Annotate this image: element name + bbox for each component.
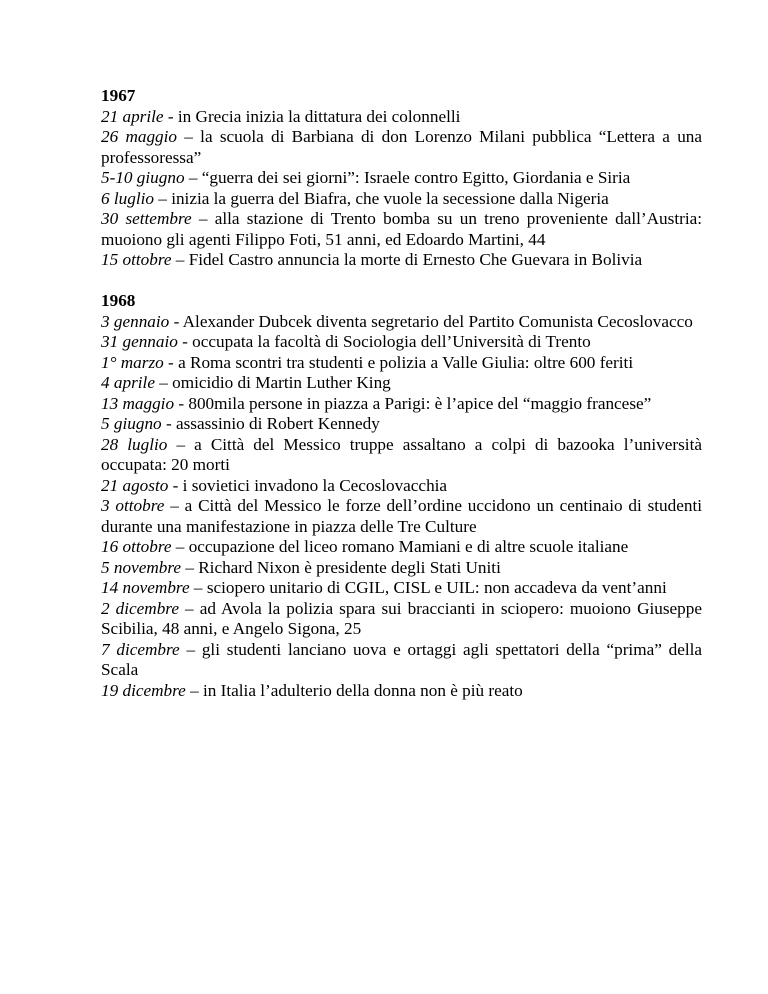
- entry-text: – ad Avola la polizia spara sui braccianti in sciopero: muoiono Giuseppe Scibilia, 48 anni, e Angelo Sigona, 25: [101, 598, 703, 638]
- entry-text: – sciopero unitario di CGIL, CISL e UIL: non accadeva da vent’anni: [189, 578, 667, 597]
- timeline-entry: [101, 332, 702, 353]
- entry-text: – a Città del Messico le forze dell’ordine uccidono un centinaio di studenti durante una manifestazione in piazza delle Tre Culture: [101, 496, 702, 536]
- entry-date: 6 luglio: [101, 188, 154, 208]
- timeline-entry: [101, 189, 702, 210]
- timeline-entry: [101, 681, 702, 702]
- timeline-entry: [101, 599, 702, 640]
- entry-date: 5 novembre: [101, 557, 182, 577]
- entry-text: – Richard Nixon è presidente degli Stati Uniti: [181, 557, 501, 577]
- entry-text: - 800mila persone in piazza a Parigi: è l’apice del “maggio francese”: [174, 393, 652, 413]
- entry-text: - Alexander Dubcek diventa segretario del Partito Comunista Cecoslovacco: [169, 311, 693, 331]
- entry-text: – inizia la guerra del Biafra, che vuole la secessione dalla Nigeria: [154, 188, 609, 208]
- entry-date: 13 maggio: [101, 393, 175, 413]
- entry-date: 16 ottobre: [101, 537, 172, 556]
- timeline-entry: [101, 373, 702, 394]
- entry-date: 30 settembre: [101, 209, 192, 228]
- entry-text: – Fidel Castro annuncia la morte di Ernesto Che Guevara in Bolivia: [171, 250, 643, 269]
- timeline-entry: [101, 107, 702, 128]
- timeline-entry: [101, 312, 702, 333]
- timeline-entry: [101, 435, 702, 476]
- entry-text: – a Città del Messico truppe assaltano a colpi di bazooka l’università occupata: 20 morti: [101, 434, 702, 474]
- year-heading: 1967: [101, 86, 136, 105]
- entry-date: 1° marzo: [101, 352, 164, 372]
- timeline-entry: [101, 537, 702, 558]
- entry-date: 19 dicembre: [101, 680, 186, 700]
- timeline-entry: [101, 168, 702, 189]
- entry-text: – gli studenti lanciano uova e ortaggi agli spettatori della “prima” della Scala: [101, 639, 703, 679]
- year-section: [101, 86, 702, 271]
- entry-date: 26 maggio: [101, 127, 178, 146]
- entry-date: 21 aprile: [101, 106, 164, 126]
- entry-date: 5-10 giugno: [101, 168, 185, 187]
- entry-date: 14 novembre: [101, 578, 190, 597]
- timeline-entry: [101, 558, 702, 579]
- entry-date: 21 agosto: [101, 475, 169, 495]
- timeline: [101, 86, 702, 701]
- year-heading: 1968: [101, 291, 136, 310]
- timeline-entry: [101, 209, 702, 250]
- timeline-entry: [101, 394, 702, 415]
- timeline-entry: [101, 640, 702, 681]
- entry-date: 3 ottobre: [101, 496, 165, 515]
- entry-text: – alla stazione di Trento bomba su un treno proveniente dall’Austria: muoiono gli agenti Filippo Foti, 51 anni, ed Edoardo Martini, 44: [101, 209, 703, 249]
- entry-date: 2 dicembre: [101, 598, 179, 618]
- entry-date: 28 luglio: [101, 434, 168, 454]
- entry-text: – “guerra dei sei giorni”: Israele contro Egitto, Giordania e Siria: [184, 168, 631, 187]
- entry-text: – in Italia l’adulterio della donna non è più reato: [185, 680, 523, 700]
- timeline-entry: [101, 250, 702, 271]
- entry-text: - in Grecia inizia la dittatura dei colonnelli: [163, 106, 461, 126]
- timeline-entry: [101, 476, 702, 497]
- entry-text: – occupazione del liceo romano Mamiani e di altre scuole italiane: [171, 537, 629, 556]
- entry-date: 3 gennaio: [101, 311, 170, 331]
- entry-text: - assassinio di Robert Kennedy: [161, 414, 380, 433]
- entry-text: - occupata la facoltà di Sociologia dell’Università di Trento: [177, 332, 591, 351]
- entry-text: - i sovietici invadono la Cecoslovacchia: [168, 475, 448, 495]
- entry-text: – omicidio di Martin Luther King: [154, 373, 391, 392]
- entry-text: – la scuola di Barbiana di don Lorenzo Milani pubblica “Lettera a una professoressa”: [101, 127, 703, 167]
- entry-date: 31 gennaio: [101, 332, 178, 351]
- entry-date: 15 ottobre: [101, 250, 172, 269]
- timeline-entry: [101, 496, 702, 537]
- timeline-entry: [101, 353, 702, 374]
- timeline-entry: [101, 414, 702, 435]
- entry-date: 7 dicembre: [101, 639, 180, 659]
- timeline-entry: [101, 127, 702, 168]
- year-section: [101, 291, 702, 701]
- timeline-entry: [101, 578, 702, 599]
- entry-text: - a Roma scontri tra studenti e polizia a Valle Giulia: oltre 600 feriti: [163, 352, 634, 372]
- entry-date: 4 aprile: [101, 373, 155, 392]
- entry-date: 5 giugno: [101, 414, 162, 433]
